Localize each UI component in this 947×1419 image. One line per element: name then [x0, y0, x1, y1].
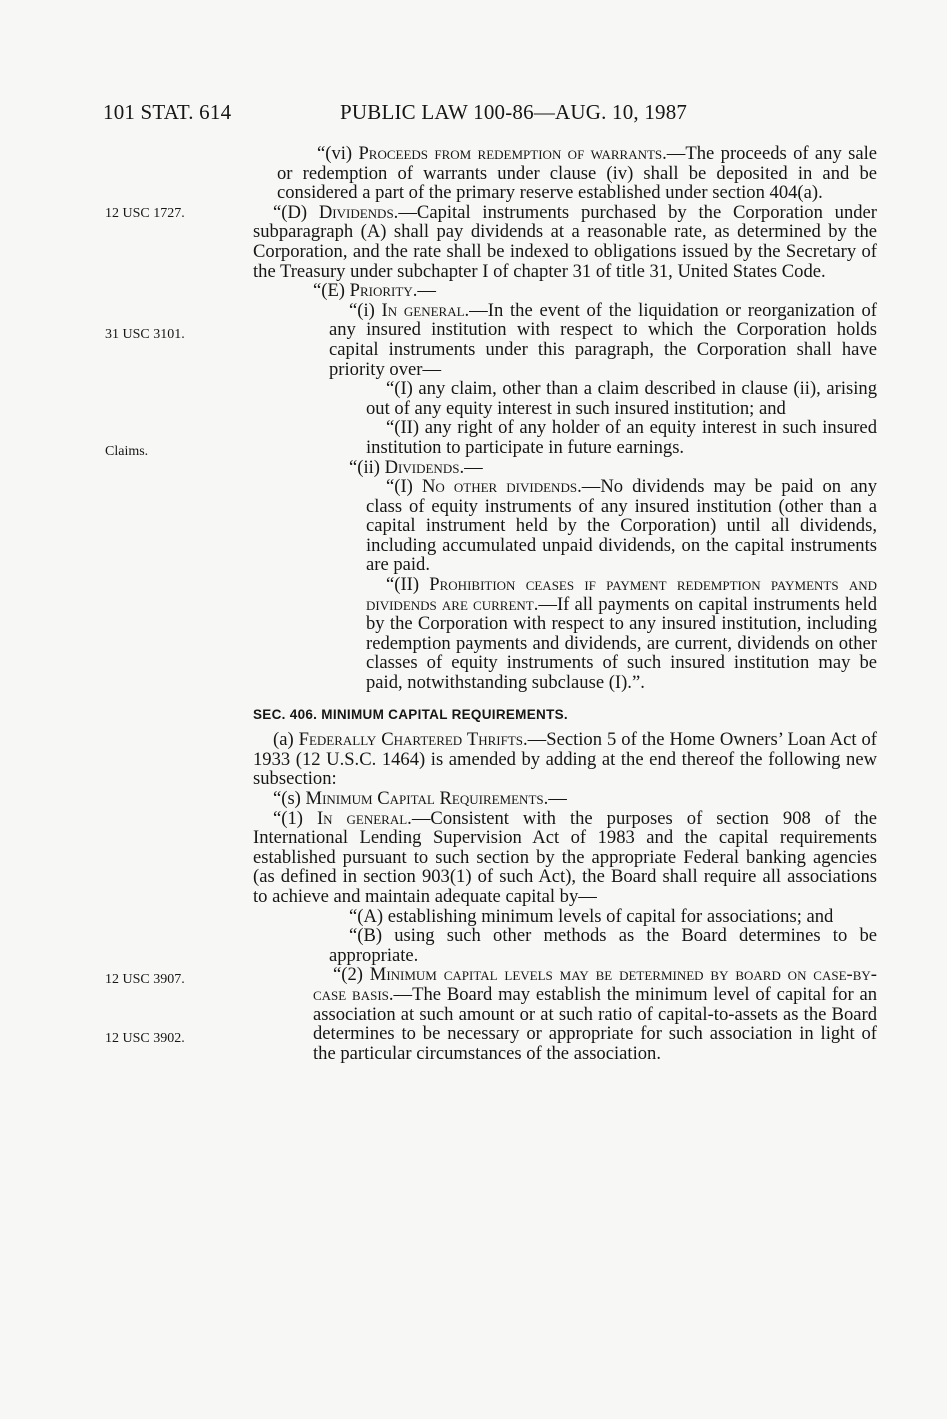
page-header — [0, 100, 947, 130]
margin-note-12-usc-3907: 12 USC 3907. — [105, 972, 185, 987]
clause-e-i: “(i) In general.—In the event of the liquidation or reorganization of any insured institution with respect to which the Corporation holds capital instruments under this paragraph, the Corporation shall have priority over— — [329, 299, 877, 380]
document-body — [253, 144, 877, 1063]
clause-vi-heading: Proceeds from redemption of warrants — [358, 143, 663, 164]
subclause-e-ii-II: “(II) Prohibition ceases if payment redemption payments and dividends are current.—If all payments on capital instruments held by the Corporation with respect to any insured institution, including redemption payments and dividends, are current, dividends on other classes of equity instruments of such insured institution may be paid, notwithstanding subclause (I).”. — [366, 574, 877, 694]
paragraph-s-1: “(1) In general.—Consistent with the purposes of section 908 of the International Lending Supervision Act of 1983 and the capital requirements established pursuant to such section by the appropriate Federal banking agencies (as defined in section 903(1) of such Act), the Board shall require all associations to achieve and maintain adequate capital by— — [253, 807, 877, 907]
subclause-e-ii-I-heading: No other dividends — [421, 476, 578, 498]
subparagraph-e-heading: Priority — [349, 280, 413, 302]
paragraph-s-2: “(2) Minimum capital levels may be determined by board on case-by-case basis.—The Board may establish the minimum level of capital for an association at such amount or at such ratio of capital-to-assets as the Board determines to be necessary or appropriate for such association in light of the particular circumstances of the association. — [313, 964, 878, 1064]
clause-vi: “(vi) Proceeds from redemption of warrants.—The proceeds of any sale or redemption of warrants under clause (iv) shall be deposited in and be considered a part of the primary reserve established under section 404(a). — [277, 143, 877, 204]
subclause-e-ii-I: “(I) No other dividends.—No dividends may be paid on any class of equity instruments of any insured institution (other than a capital instrument held by the Corporation) until all dividends, including accumulated unpaid dividends, on the capital instruments are paid. — [366, 476, 877, 576]
subsection-s-heading: Minimum Capital Requirements — [305, 788, 544, 809]
clause-e-i-heading: In general — [381, 299, 465, 321]
subclause-e-ii-II-heading: Prohibition ceases if payment redemption payments and dividends are current — [366, 574, 877, 615]
margin-note-claims: Claims. — [105, 444, 149, 459]
subparagraph-d-heading: Dividends — [318, 201, 394, 223]
subparagraph-s-1-B: “(B) using such other methods as the Board determines to be appropriate. — [329, 925, 877, 966]
subsection-a: (a) Federally Chartered Thrifts.—Section 5 of the Home Owners’ Loan Act of 1933 (12 U.S.C. 1464) is amended by adding at the end thereof the following new subsection: — [253, 729, 877, 790]
margin-note-31-usc-3101: 31 USC 3101. — [105, 327, 185, 342]
subsection-s: “(s) Minimum Capital Requirements.— — [273, 788, 567, 809]
section-heading: SEC. 406. MINIMUM CAPITAL REQUIREMENTS. — [253, 706, 568, 722]
paragraph-s-1-heading: In general — [316, 807, 408, 829]
subclause-e-i-I: “(I) any claim, other than a claim described in clause (ii), arising out of any equity interest in such insured institution; and — [366, 378, 877, 419]
margin-note-12-usc-1727: 12 USC 1727. — [105, 206, 185, 221]
subclause-e-i-II: “(II) any right of any holder of an equity interest in such insured institution to participate in future earnings. — [366, 417, 877, 458]
subparagraph-s-1-A: “(A) establishing minimum levels of capital for associations; and — [349, 905, 834, 927]
page-reference: 101 STAT. 614 — [103, 100, 232, 124]
margin-note-12-usc-3902: 12 USC 3902. — [105, 1031, 185, 1046]
law-reference: PUBLIC LAW 100-86—AUG. 10, 1987 — [340, 100, 688, 124]
subsection-a-heading: Federally Chartered Thrifts — [298, 729, 523, 751]
clause-e-ii: “(ii) Dividends.— — [349, 456, 483, 478]
clause-e-ii-heading: Dividends — [384, 456, 460, 478]
subparagraph-d: “(D) Dividends.—Capital instruments purchased by the Corporation under subparagraph (A) shall pay dividends at a reasonable rate, as determined by the Corporation, and the rate shall be indexed to obligations issued by the Secretary of the Treasury under subchapter I of chapter 31 of title 31, United States Code. — [253, 201, 877, 282]
subparagraph-e: “(E) Priority.— — [313, 280, 436, 302]
paragraph-s-2-heading: Minimum capital levels may be determined by board on case-by-case basis — [313, 964, 877, 1005]
